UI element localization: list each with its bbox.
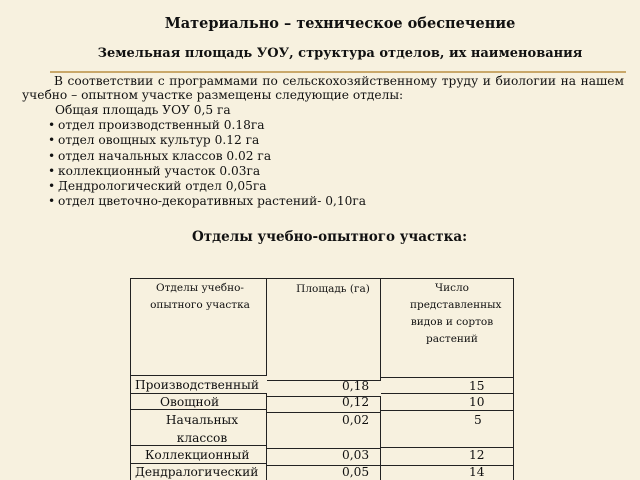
table-border [381,377,513,378]
table-border [131,375,267,376]
row-divider [380,412,381,448]
row-divider [381,410,513,411]
table-border [380,279,381,381]
table-cell-area: 0,03 [342,448,370,462]
row-divider [131,409,267,410]
list-item: • отдел начальных классов 0.02 га [48,149,366,164]
list-item: • отдел производственный 0.18га [48,118,366,133]
list-item: • отдел овощных культур 0.12 га [48,133,366,148]
table-cell-count: 5 [474,413,482,427]
row-divider [380,465,381,480]
page-title: Материально – техническое обеспечение [164,15,516,32]
total-area: Общая площадь УОУ 0,5 га [55,103,231,117]
table-border [130,278,514,279]
row-divider [381,465,513,466]
intro-paragraph: В соответствии с программами по сельскохозяйственному труду и биологии на нашем учебно – опытном участке размещены следующие отделы: [22,74,624,102]
table-cell-area: 0,05 [342,465,370,479]
page-subtitle: Земельная площадь УОУ, структура отделов, их наименования [97,46,583,61]
table-header-departments: Отделы учебно-опытного участка [150,282,250,311]
table-cell-name: Дендралогический [135,465,259,479]
table-cell-area: 0,12 [342,395,370,409]
table-border [130,278,131,480]
list-item: • Дендрологический отдел 0,05га [48,179,366,194]
table-header-area: Площадь (га) [296,283,370,295]
list-item: • отдел цветочно-декоративных растений- 0,10га [48,194,366,209]
table-cell-count: 15 [469,379,485,393]
table-cell-area: 0,02 [342,413,370,427]
table-cell-name: Производственный [135,378,259,392]
table-cell-count: 12 [469,448,485,462]
table-border [513,278,514,480]
row-divider [131,393,267,394]
table-cell-area: 0,18 [342,379,370,393]
list-item: • коллекционный участок 0.03га [48,164,366,179]
table-cell-count: 14 [469,465,485,479]
table-cell-count: 10 [469,395,485,409]
table-border [266,279,267,376]
section-title: Отделы учебно-опытного участка: [192,229,468,245]
table-cell-name: Начальных классов [165,413,239,445]
row-divider [381,447,513,448]
row-divider [131,463,267,464]
table-header-count: Число представленных видов и сортов растений [410,282,502,345]
row-divider [381,393,513,394]
table-cell-name: Коллекционный [145,448,250,462]
row-divider [266,409,267,445]
table-cell-name: Овощной [160,395,220,409]
